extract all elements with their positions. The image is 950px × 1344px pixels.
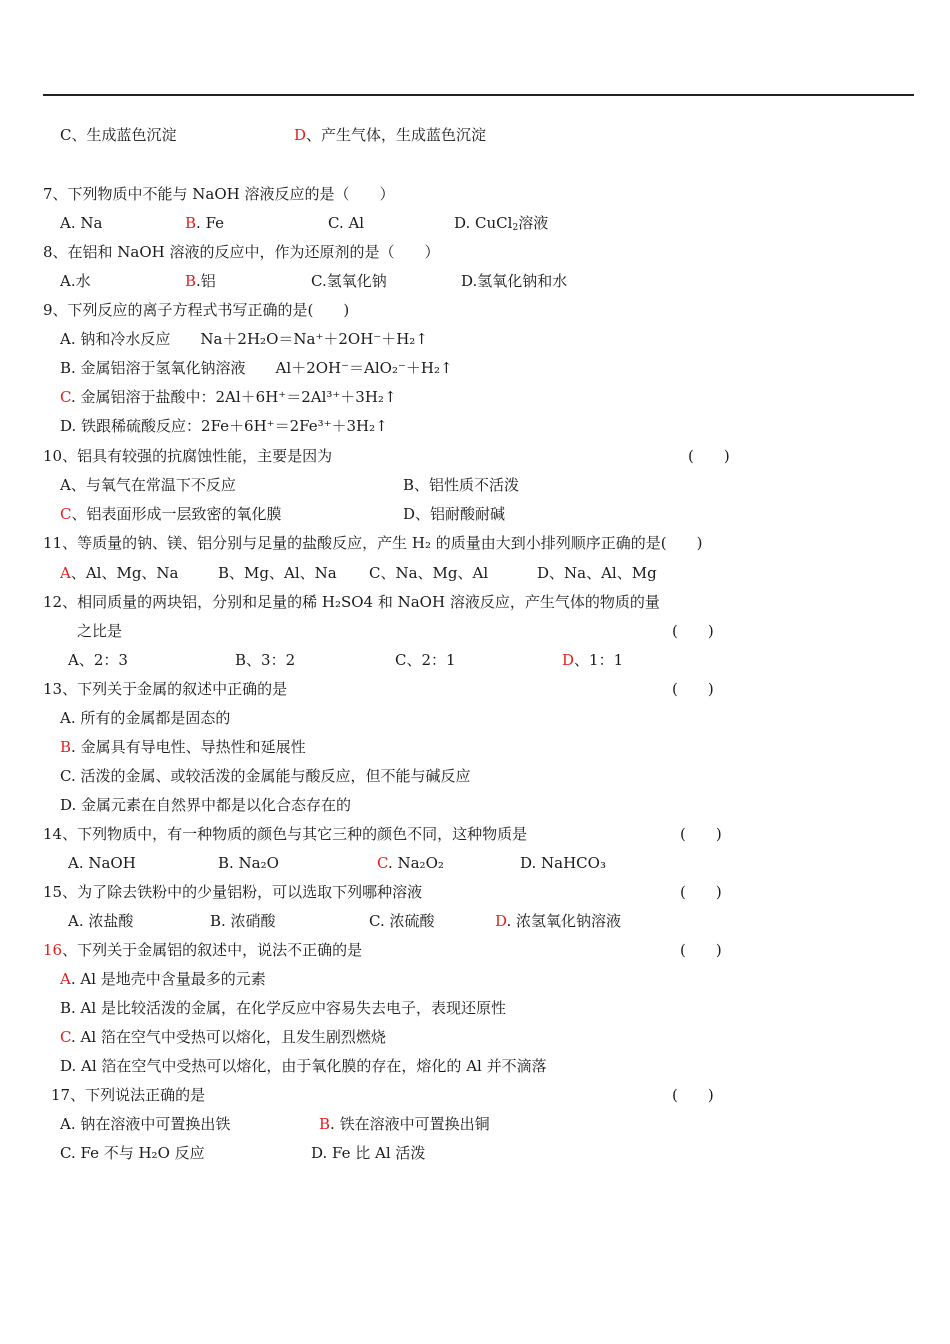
q16-option-c: C. Al 箔在空气中受热可以熔化，且发生剧烈燃烧 <box>60 1028 386 1046</box>
q8-option-c: C.氢氧化钠 <box>311 272 387 290</box>
q14-answer-blank: ( ) <box>680 825 722 843</box>
q16-stem: 16、下列关于金属铝的叙述中，说法不正确的是 <box>43 941 363 959</box>
q17-answer-blank: ( ) <box>672 1086 714 1104</box>
answer-letter: D <box>562 651 575 669</box>
answer-letter: B <box>319 1115 331 1133</box>
q7-option-d: D. CuCl$_2$溶液 <box>454 214 549 233</box>
q13-stem: 13、下列关于金属的叙述中正确的是 <box>43 680 288 698</box>
answer-letter: D <box>294 126 307 144</box>
q8-option-d: D.氢氧化钠和水 <box>461 272 568 290</box>
answer-letter: C <box>60 388 71 406</box>
q11-option-b: B、Mg、Al、Na <box>218 564 337 582</box>
question-number: 16 <box>43 941 63 959</box>
q12-stem-continued: 之比是 <box>77 622 123 640</box>
q11-option-a: A、Al、Mg、Na <box>60 564 179 582</box>
answer-letter: A <box>60 970 71 988</box>
q9-option-c: C. 金属铝溶于盐酸中：2Al＋6H⁺＝2Al³⁺＋3H₂↑ <box>60 388 397 406</box>
q12-option-b: B、3：2 <box>235 651 296 669</box>
q11-stem: 11、等质量的钠、镁、铝分别与足量的盐酸反应，产生 H₂ 的质量由大到小排列顺序正确的是( ) <box>43 534 703 552</box>
q9-option-d: D. 铁跟稀硫酸反应：2Fe＋6H⁺＝2Fe³⁺＋3H₂↑ <box>60 417 388 435</box>
q13-answer-blank: ( ) <box>672 680 714 698</box>
q17-stem: 17、下列说法正确的是 <box>51 1086 206 1104</box>
q12-stem: 12、相同质量的两块铝，分别和足量的稀 H₂SO4 和 NaOH 溶液反应，产生气体的物质的量 <box>43 593 660 611</box>
q10-option-d: D、铝耐酸耐碱 <box>403 505 506 523</box>
q8-stem: 8、在铝和 NaOH 溶液的反应中，作为还原剂的是（ ） <box>43 243 440 261</box>
q15-option-a: A. 浓盐酸 <box>68 912 134 930</box>
q16-option-d: D. Al 箔在空气中受热可以熔化，由于氧化膜的存在，熔化的 Al 并不滴落 <box>60 1057 547 1075</box>
q10-stem: 10、铝具有较强的抗腐蚀性能，主要是因为 <box>43 447 333 465</box>
q13-option-c: C. 活泼的金属、或较活泼的金属能与酸反应，但不能与碱反应 <box>60 767 471 785</box>
q8-option-a: A.水 <box>60 272 91 290</box>
q10-option-c: C、铝表面形成一层致密的氧化膜 <box>60 505 282 523</box>
q16-answer-blank: ( ) <box>680 941 722 959</box>
q7-option-b: B. Fe <box>185 214 225 232</box>
q13-option-d: D. 金属元素在自然界中都是以化合态存在的 <box>60 796 352 814</box>
q15-option-b: B. 浓硝酸 <box>210 912 276 930</box>
q15-stem: 15、为了除去铁粉中的少量铝粉，可以选取下列哪种溶液 <box>43 883 423 901</box>
answer-letter: B <box>60 738 72 756</box>
answer-letter: B <box>185 214 197 232</box>
answer-letter: C <box>60 505 72 523</box>
q7-stem: 7、下列物质中不能与 NaOH 溶液反应的是（ ） <box>43 185 395 203</box>
q12-option-a: A、2：3 <box>68 651 128 669</box>
q9-option-a: A. 钠和冷水反应 Na＋2H₂O＝Na⁺＋2OH⁻＋H₂↑ <box>60 330 428 348</box>
answer-letter: D <box>495 912 507 930</box>
q8-option-b: B.铝 <box>185 272 216 290</box>
q7-option-a: A. Na <box>60 214 103 232</box>
q17-option-a: A. 钠在溶液中可置换出铁 <box>60 1115 231 1133</box>
q10-option-b: B、铝性质不活泼 <box>403 476 520 494</box>
q17-option-c: C. Fe 不与 H₂O 反应 <box>60 1144 205 1162</box>
q15-option-c: C. 浓硫酸 <box>369 912 435 930</box>
q13-option-b: B. 金属具有导电性、导热性和延展性 <box>60 738 306 756</box>
q12-option-c: C、2：1 <box>395 651 456 669</box>
q14-option-d: D. NaHCO₃ <box>520 854 606 872</box>
q12-answer-blank: ( ) <box>672 622 714 640</box>
q14-option-b: B. Na₂O <box>218 854 279 872</box>
header-rule <box>43 94 914 96</box>
q14-option-a: A. NaOH <box>68 854 136 872</box>
q9-stem: 9、下列反应的离子方程式书写正确的是( ) <box>43 301 350 319</box>
q6-option-c: C、生成蓝色沉淀 <box>60 126 177 144</box>
q15-option-d: D. 浓氢氧化钠溶液 <box>495 912 622 930</box>
q17-option-d: D. Fe 比 Al 活泼 <box>311 1144 426 1162</box>
q6-option-d: D、产生气体，生成蓝色沉淀 <box>294 126 487 144</box>
q14-stem: 14、下列物质中，有一种物质的颜色与其它三种的颜色不同，这种物质是 <box>43 825 528 843</box>
q10-answer-blank: ( ) <box>688 447 730 465</box>
q12-option-d: D、1：1 <box>562 651 624 669</box>
q10-option-a: A、与氧气在常温下不反应 <box>60 476 236 494</box>
q13-option-a: A. 所有的金属都是固态的 <box>60 709 231 727</box>
answer-letter: C <box>377 854 388 872</box>
answer-letter: C <box>60 1028 71 1046</box>
q11-option-d: D、Na、Al、Mg <box>537 564 657 582</box>
answer-letter: A <box>60 564 71 582</box>
q17-option-b: B. 铁在溶液中可置换出铜 <box>319 1115 490 1133</box>
q15-answer-blank: ( ) <box>680 883 722 901</box>
answer-letter: B <box>185 272 197 290</box>
q7-option-c: C. Al <box>328 214 365 232</box>
q11-option-c: C、Na、Mg、Al <box>369 564 489 582</box>
q16-option-a: A. Al 是地壳中含量最多的元素 <box>60 970 266 988</box>
q16-option-b: B. Al 是比较活泼的金属，在化学反应中容易失去电子，表现还原性 <box>60 999 506 1017</box>
q14-option-c: C. Na₂O₂ <box>377 854 444 872</box>
q9-option-b: B. 金属铝溶于氢氧化钠溶液 Al＋2OH⁻＝AlO₂⁻＋H₂↑ <box>60 359 453 377</box>
